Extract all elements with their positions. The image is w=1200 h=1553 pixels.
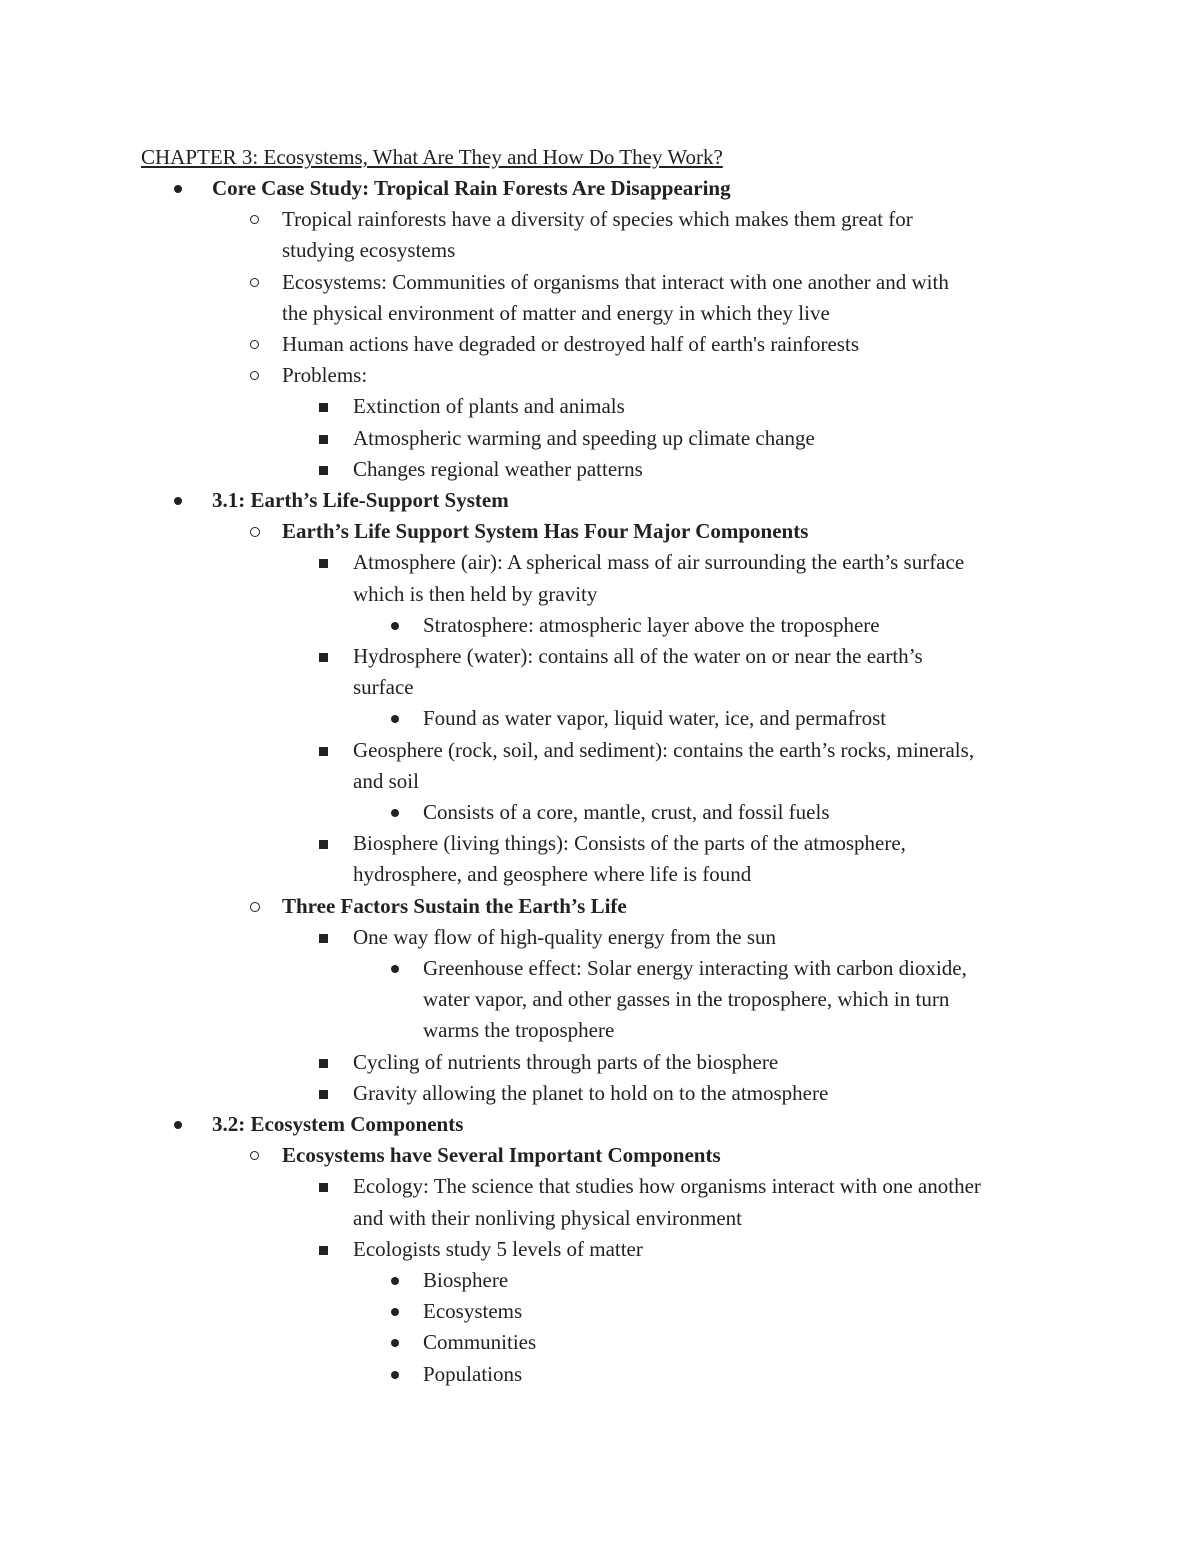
- square-bullet-icon: [319, 747, 328, 756]
- outline-item-level-1: [282, 516, 808, 547]
- outline-item-continuation: [353, 672, 414, 703]
- outline-item-continuation: [423, 984, 949, 1015]
- square-bullet-icon: [319, 1246, 328, 1255]
- filled-circle-bullet-icon: [391, 1371, 399, 1379]
- outline-item-text: and with their nonliving physical environment: [353, 1206, 743, 1230]
- outline-item-text: Ecosystems: [423, 1299, 523, 1323]
- outline-item-level-2: [353, 1047, 778, 1078]
- hollow-circle-bullet-icon: [250, 340, 259, 349]
- outline-item-continuation: [282, 298, 830, 329]
- filled-circle-bullet-icon: [391, 1339, 399, 1347]
- outline-item-level-1: [282, 1140, 721, 1171]
- outline-item-text: surface: [353, 675, 414, 699]
- filled-circle-bullet-icon: [391, 715, 399, 723]
- outline-item-text: Communities: [423, 1330, 537, 1354]
- outline-item-text: Three Factors Sustain the Earth’s Life: [282, 894, 627, 918]
- outline-item-continuation: [282, 235, 455, 266]
- outline-item-level-1: [282, 267, 949, 298]
- filled-circle-bullet-icon: [391, 965, 399, 973]
- outline-item-text: Atmospheric warming and speeding up climate change: [353, 426, 815, 450]
- outline-item-level-3: [423, 610, 880, 641]
- square-bullet-icon: [319, 559, 328, 568]
- hollow-circle-bullet-icon: [250, 215, 259, 224]
- outline-item-level-3: [423, 703, 886, 734]
- outline-item-level-0: [212, 173, 731, 204]
- hollow-circle-bullet-icon: [250, 527, 260, 537]
- outline-item-text: Consists of a core, mantle, crust, and fossil fuels: [423, 800, 830, 824]
- outline-item-text: water vapor, and other gasses in the troposphere, which in turn: [423, 987, 950, 1011]
- outline-item-level-3: [423, 797, 830, 828]
- outline-item-text: which is then held by gravity: [353, 582, 598, 606]
- square-bullet-icon: [319, 435, 328, 444]
- outline-item-level-3: [423, 1265, 508, 1296]
- outline-item-text: One way flow of high-quality energy from the sun: [353, 925, 777, 949]
- hollow-circle-bullet-icon: [250, 278, 259, 287]
- outline-item-text: warms the troposphere: [423, 1018, 615, 1042]
- outline-item-level-2: [353, 391, 625, 422]
- outline-item-level-2: [353, 1171, 981, 1202]
- outline-item-text: Problems:: [282, 363, 368, 387]
- outline-item-text: 3.2: Ecosystem Components: [212, 1112, 464, 1136]
- square-bullet-icon: [319, 466, 328, 475]
- outline-item-text: Extinction of plants and animals: [353, 394, 625, 418]
- outline-item-text: Changes regional weather patterns: [353, 457, 643, 481]
- outline-item-text: Stratosphere: atmospheric layer above the troposphere: [423, 613, 880, 637]
- chapter-title: CHAPTER 3: Ecosystems, What Are They and How Do They Work?: [141, 145, 723, 169]
- outline-item-text: Cycling of nutrients through parts of the biosphere: [353, 1050, 779, 1074]
- filled-circle-bullet-icon: [174, 497, 182, 505]
- outline-item-level-1: [282, 891, 627, 922]
- outline-item-text: studying ecosystems: [282, 238, 456, 262]
- outline-item-level-2: [353, 454, 643, 485]
- square-bullet-icon: [319, 1059, 328, 1068]
- filled-circle-bullet-icon: [391, 1308, 399, 1316]
- filled-circle-bullet-icon: [391, 622, 399, 630]
- outline-item-text: Biosphere: [423, 1268, 509, 1292]
- outline-item-level-2: [353, 423, 815, 454]
- outline-item-text: Human actions have degraded or destroyed half of earth's rainforests: [282, 332, 859, 356]
- outline-item-text: and soil: [353, 769, 419, 793]
- outline-item-level-0: [212, 1109, 463, 1140]
- square-bullet-icon: [319, 403, 328, 412]
- outline-item-continuation: [353, 579, 597, 610]
- outline-item-text: Earth’s Life Support System Has Four Major Components: [282, 519, 809, 543]
- outline-item-level-2: [353, 641, 923, 672]
- outline-item-continuation: [353, 766, 419, 797]
- filled-circle-bullet-icon: [391, 1277, 399, 1285]
- outline-item-level-2: [353, 735, 974, 766]
- outline-item-text: Ecosystems have Several Important Components: [282, 1143, 721, 1167]
- hollow-circle-bullet-icon: [250, 1151, 259, 1160]
- outline-item-text: the physical environment of matter and energy in which they live: [282, 301, 830, 325]
- filled-circle-bullet-icon: [174, 1121, 182, 1129]
- outline-item-level-2: [353, 922, 776, 953]
- outline-item-text: Ecology: The science that studies how organisms interact with one another: [353, 1174, 981, 1198]
- outline-item-level-1: [282, 360, 367, 391]
- outline-item-text: Core Case Study: Tropical Rain Forests Are Disappearing: [212, 176, 731, 200]
- outline-item-text: Populations: [423, 1362, 523, 1386]
- outline-item-text: hydrosphere, and geosphere where life is found: [353, 862, 752, 886]
- outline-item-level-1: [282, 204, 913, 235]
- square-bullet-icon: [319, 1183, 328, 1192]
- outline-item-level-0: [212, 485, 509, 516]
- outline-item-text: Found as water vapor, liquid water, ice, and permafrost: [423, 706, 887, 730]
- outline-item-text: Gravity allowing the planet to hold on to the atmosphere: [353, 1081, 829, 1105]
- outline-item-continuation: [423, 1015, 614, 1046]
- filled-circle-bullet-icon: [391, 809, 399, 817]
- outline-item-text: Greenhouse effect: Solar energy interacting with carbon dioxide,: [423, 956, 967, 980]
- outline-item-level-3: [423, 1327, 536, 1358]
- square-bullet-icon: [319, 840, 328, 849]
- outline-item-level-2: [353, 1234, 643, 1265]
- outline-item-level-2: [353, 1078, 828, 1109]
- outline-item-level-2: [353, 828, 906, 859]
- filled-circle-bullet-icon: [174, 185, 182, 193]
- outline-item-text: Biosphere (living things): Consists of the parts of the atmosphere,: [353, 831, 906, 855]
- outline-item-level-3: [423, 953, 967, 984]
- square-bullet-icon: [319, 1090, 328, 1099]
- outline-item-text: Hydrosphere (water): contains all of the water on or near the earth’s: [353, 644, 923, 668]
- outline-item-level-3: [423, 1359, 522, 1390]
- outline-item-text: Atmosphere (air): A spherical mass of air surrounding the earth’s surface: [353, 550, 965, 574]
- outline-item-continuation: [353, 859, 751, 890]
- outline-item-continuation: [353, 1203, 742, 1234]
- hollow-circle-bullet-icon: [250, 371, 259, 380]
- outline-item-level-1: [282, 329, 859, 360]
- outline-item-level-2: [353, 547, 964, 578]
- outline-item-text: Ecologists study 5 levels of matter: [353, 1237, 643, 1261]
- outline-item-text: 3.1: Earth’s Life-Support System: [212, 488, 509, 512]
- square-bullet-icon: [319, 934, 328, 943]
- square-bullet-icon: [319, 653, 328, 662]
- outline-item-text: Ecosystems: Communities of organisms that interact with one another and with: [282, 270, 949, 294]
- outline-item-level-3: [423, 1296, 522, 1327]
- hollow-circle-bullet-icon: [250, 902, 260, 912]
- outline-item-text: Tropical rainforests have a diversity of species which makes them great for: [282, 207, 913, 231]
- outline-item-text: Geosphere (rock, soil, and sediment): contains the earth’s rocks, minerals,: [353, 738, 975, 762]
